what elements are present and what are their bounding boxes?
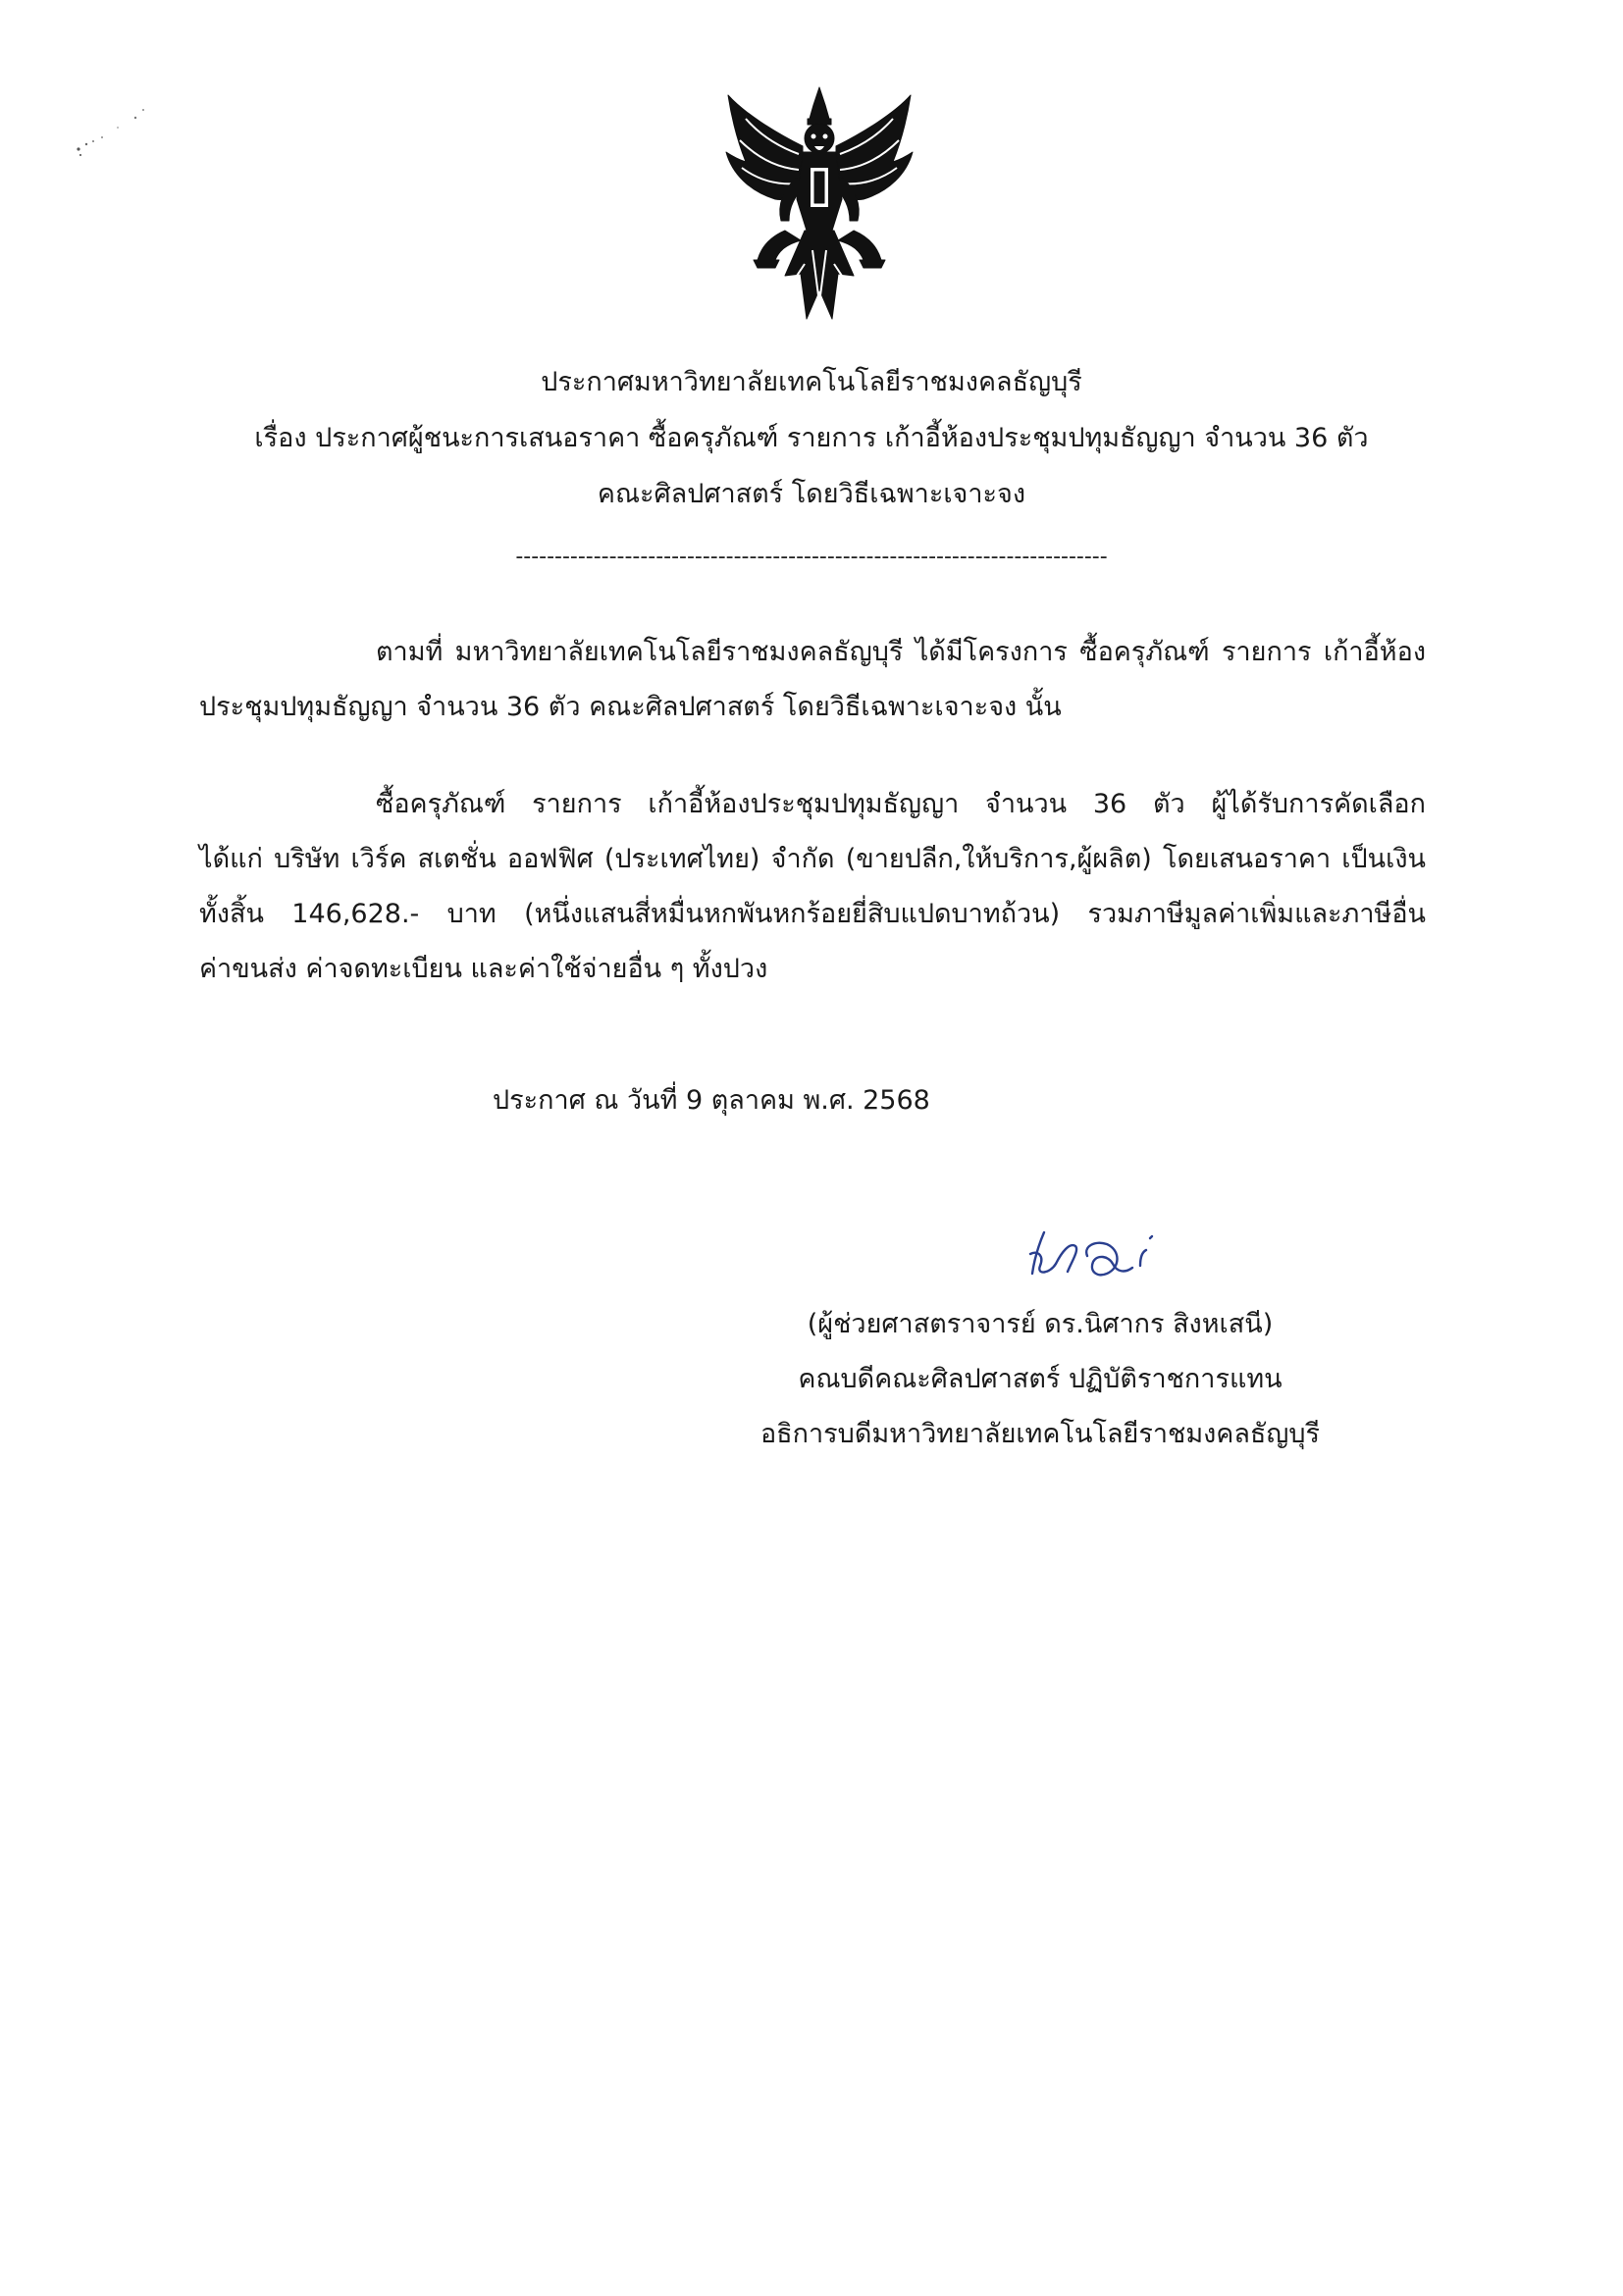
signatory-position-1: คณบดีคณะศิลปศาสตร์ ปฏิบัติราชการแทน [798, 1364, 1283, 1394]
paragraph-project-line-1: ตามที่ มหาวิทยาลัยเทคโนโลยีราชมงคลธัญบุรี ได้มีโครงการ ซื้อครุภัณฑ์ รายการ เก้าอี้ห้อง [376, 637, 1426, 667]
paragraph-project [199, 633, 1426, 727]
announcement-date: ประกาศ ณ วันที่ 9 ตุลาคม พ.ศ. 2568 [493, 1085, 930, 1116]
handwritten-signature [1011, 1217, 1207, 1295]
scan-speckles [59, 98, 157, 167]
paragraph-winner-line-1: ซื้อครุภัณฑ์ รายการ เก้าอี้ห้องประชุมปทุมธัญญา จำนวน 36 ตัว ผู้ได้รับการคัดเลือก [376, 789, 1426, 819]
announcement-subject: เรื่อง ประกาศผู้ชนะการเสนอราคา ซื้อครุภัณฑ์ รายการ เก้าอี้ห้องประชุมปทุมธัญญา จำนวน 36 ตัว [254, 423, 1369, 453]
signatory-position-2: อธิการบดีมหาวิทยาลัยเทคโนโลยีราชมงคลธัญบุรี [759, 1419, 1321, 1449]
signatory-name: (ผู้ช่วยศาสตราจารย์ ดร.นิศากร สิงหเสนี) [807, 1309, 1274, 1339]
paragraph-winner-line-4: ค่าขนส่ง ค่าจดทะเบียน และค่าใช้จ่ายอื่น ๆ ทั้งปวง [199, 954, 768, 984]
paragraph-winner-line-3: ทั้งสิ้น 146,628.- บาท (หนึ่งแสนสี่หมื่นหกพันหกร้อยยี่สิบแปดบาทถ้วน) รวมภาษีมูลค่าเพิ่มและภาษีอื่น [199, 899, 1426, 929]
header-divider: ---------------------------------------------------------------------------- [515, 545, 1108, 569]
paragraph-winner [199, 785, 1426, 989]
paragraph-winner-line-2: ได้แก่ บริษัท เวิร์ค สเตชั่น ออฟฟิศ (ประเทศไทย) จำกัด (ขายปลีก,ให้บริการ,ผู้ผลิต) โดยเสนอราคา เป็นเงิน [199, 844, 1426, 874]
announcement-faculty: คณะศิลปศาสตร์ โดยวิธีเฉพาะเจาะจง [597, 479, 1026, 509]
garuda-emblem-icon [716, 83, 922, 329]
paragraph-project-line-2: ประชุมปทุมธัญญา จำนวน 36 ตัว คณะศิลปศาสตร์ โดยวิธีเฉพาะเจาะจง นั้น [199, 692, 1062, 722]
announcement-title: ประกาศมหาวิทยาลัยเทคโนโลยีราชมงคลธัญบุรี [541, 367, 1082, 397]
signatory-block [687, 1305, 1393, 1454]
